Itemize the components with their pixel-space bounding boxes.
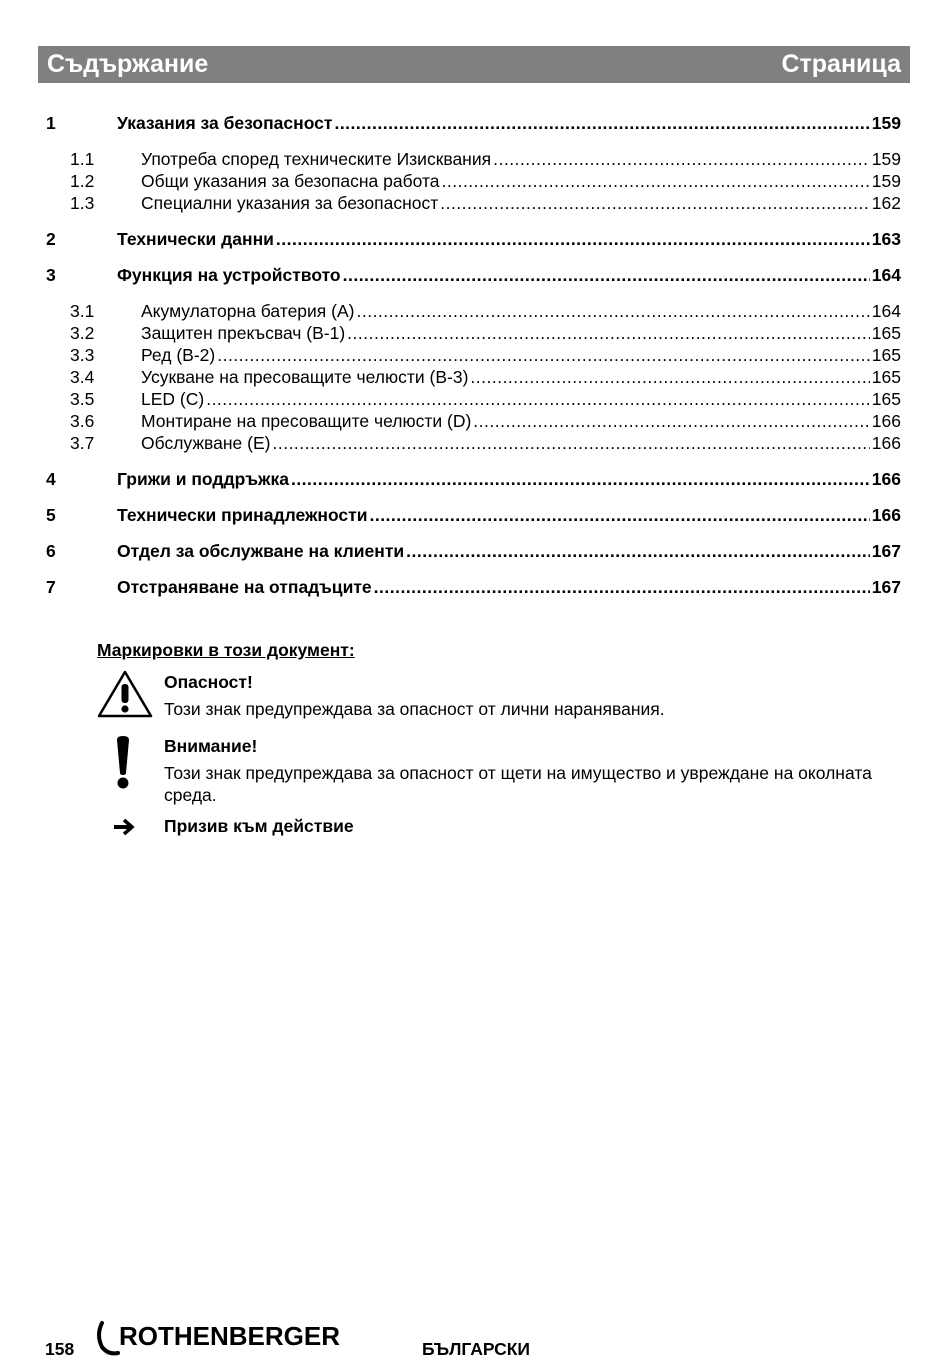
toc-leader-dots: [369, 504, 869, 526]
toc-section-row[interactable]: [46, 410, 901, 432]
toc-number: 1.1: [70, 149, 95, 169]
toc-title: Акумулаторна батерия (A): [141, 301, 355, 321]
toc-title: Отдел за обслужване на клиенти: [117, 541, 405, 561]
toc-leader-dots: [217, 344, 870, 366]
toc-section-row[interactable]: [46, 170, 901, 192]
toc-title: Ред (B-2): [141, 345, 216, 365]
caution-label: Внимание!: [164, 736, 258, 756]
toc-page-number: 163: [871, 229, 901, 249]
action-label: Призив към действие: [164, 816, 354, 836]
toc-title: Общи указания за безопасна работа: [141, 171, 440, 191]
toc-number: 3.5: [70, 389, 95, 409]
toc-chapter-row[interactable]: [46, 228, 901, 250]
toc-chapter-row[interactable]: [46, 576, 901, 598]
toc-spacer: [46, 134, 901, 148]
toc-chapter-row[interactable]: [46, 540, 901, 562]
page-heading: Страница: [781, 50, 901, 78]
toc-spacer: [46, 214, 901, 228]
toc-number: 3.6: [70, 411, 95, 431]
toc-leader-dots: [334, 112, 869, 134]
toc-leader-dots: [442, 170, 870, 192]
rothenberger-logo: [96, 1319, 346, 1364]
caution-item: [97, 735, 887, 806]
toc-title: Отстраняване на отпадъците: [117, 577, 372, 597]
danger-item: [97, 671, 887, 720]
toc-title: Употреба според техническите Изисквания: [141, 149, 492, 169]
toc-leader-dots: [493, 148, 870, 170]
toc-title: LED (C): [141, 389, 205, 409]
toc-title: Защитен прекъсвач (B-1): [141, 323, 346, 343]
toc-title: Технически принадлежности: [117, 505, 368, 525]
toc-spacer: [46, 562, 901, 576]
toc-leader-dots: [356, 300, 869, 322]
toc-page-number: 167: [871, 577, 901, 597]
table-of-contents: [46, 112, 901, 598]
toc-page-number: 164: [871, 265, 901, 285]
toc-spacer: [46, 526, 901, 540]
toc-page-number: 159: [871, 171, 901, 191]
brand-text: ROTHENBERGER: [119, 1321, 341, 1351]
toc-spacer: [46, 490, 901, 504]
toc-section-row[interactable]: [46, 300, 901, 322]
toc-page-number: 165: [871, 323, 901, 343]
toc-leader-dots: [473, 410, 870, 432]
action-item: [97, 815, 887, 837]
toc-leader-dots: [272, 432, 869, 454]
toc-section-row[interactable]: [46, 366, 901, 388]
toc-title: Монтиране на пресоващите челюсти (D): [141, 411, 472, 431]
language-label: БЪЛГАРСКИ: [422, 1339, 530, 1359]
toc-leader-dots: [343, 264, 870, 286]
toc-page-number: 165: [871, 367, 901, 387]
toc-chapter-row[interactable]: [46, 504, 901, 526]
toc-page-number: 159: [871, 113, 901, 133]
toc-section-row[interactable]: [46, 322, 901, 344]
toc-number: 3.7: [70, 433, 95, 453]
toc-section-row[interactable]: [46, 432, 901, 454]
toc-spacer: [46, 250, 901, 264]
toc-leader-dots: [374, 576, 870, 598]
toc-title: Обслужване (E): [141, 433, 271, 453]
toc-page-number: 166: [871, 505, 901, 525]
toc-chapter-row[interactable]: [46, 264, 901, 286]
toc-page-number: 165: [871, 389, 901, 409]
toc-section-row[interactable]: [46, 344, 901, 366]
toc-page-number: 165: [871, 345, 901, 365]
toc-number: 1.3: [70, 193, 95, 213]
toc-spacer: [46, 454, 901, 468]
danger-label: Опасност!: [164, 672, 253, 692]
markings-section: [97, 640, 887, 837]
toc-number: 3.4: [70, 367, 95, 387]
toc-page-number: 166: [871, 411, 901, 431]
toc-number: 6: [46, 541, 56, 561]
toc-section-row[interactable]: [46, 148, 901, 170]
toc-number: 4: [46, 469, 56, 489]
toc-number: 3: [46, 265, 56, 285]
markings-title: Маркировки в този документ:: [97, 640, 355, 660]
page-number: 158: [45, 1339, 75, 1359]
toc-leader-dots: [291, 468, 870, 490]
toc-header-bar: [38, 46, 910, 83]
toc-number: 3.1: [70, 301, 95, 321]
toc-page-number: 162: [871, 193, 901, 213]
toc-number: 5: [46, 505, 56, 525]
toc-page-number: 166: [871, 433, 901, 453]
toc-number: 3.3: [70, 345, 95, 365]
toc-page-number: 159: [871, 149, 901, 169]
toc-number: 2: [46, 229, 56, 249]
arrow-right-icon: [113, 818, 135, 841]
toc-leader-dots: [347, 322, 870, 344]
toc-leader-dots: [440, 192, 870, 214]
toc-number: 1.2: [70, 171, 95, 191]
exclamation-icon: [114, 735, 132, 796]
toc-page-number: 164: [871, 301, 901, 321]
toc-number: 7: [46, 577, 56, 597]
toc-spacer: [46, 286, 901, 300]
toc-section-row[interactable]: [46, 192, 901, 214]
danger-text: Този знак предупреждава за опасност от лични наранявания.: [164, 699, 665, 719]
toc-title: Функция на устройството: [117, 265, 341, 285]
toc-title: Грижи и поддръжка: [117, 469, 289, 489]
toc-leader-dots: [276, 228, 870, 250]
toc-leader-dots: [406, 540, 870, 562]
toc-section-row[interactable]: [46, 388, 901, 410]
toc-leader-dots: [206, 388, 870, 410]
contents-heading: Съдържание: [47, 50, 209, 78]
warning-triangle-icon: [97, 669, 153, 724]
toc-title: Усукване на пресоващите челюсти (B-3): [141, 367, 469, 387]
toc-page-number: 166: [871, 469, 901, 489]
toc-chapter-row[interactable]: [46, 112, 901, 134]
toc-chapter-row[interactable]: [46, 468, 901, 490]
toc-number: 1: [46, 113, 56, 133]
toc-leader-dots: [470, 366, 869, 388]
toc-title: Указания за безопасност: [117, 113, 333, 133]
caution-text: Този знак предупреждава за опасност от щети на имущество и увреждане на околната среда.: [164, 763, 872, 805]
toc-title: Технически данни: [117, 229, 274, 249]
toc-page-number: 167: [871, 541, 901, 561]
toc-title: Специални указания за безопасност: [141, 193, 439, 213]
toc-number: 3.2: [70, 323, 95, 343]
